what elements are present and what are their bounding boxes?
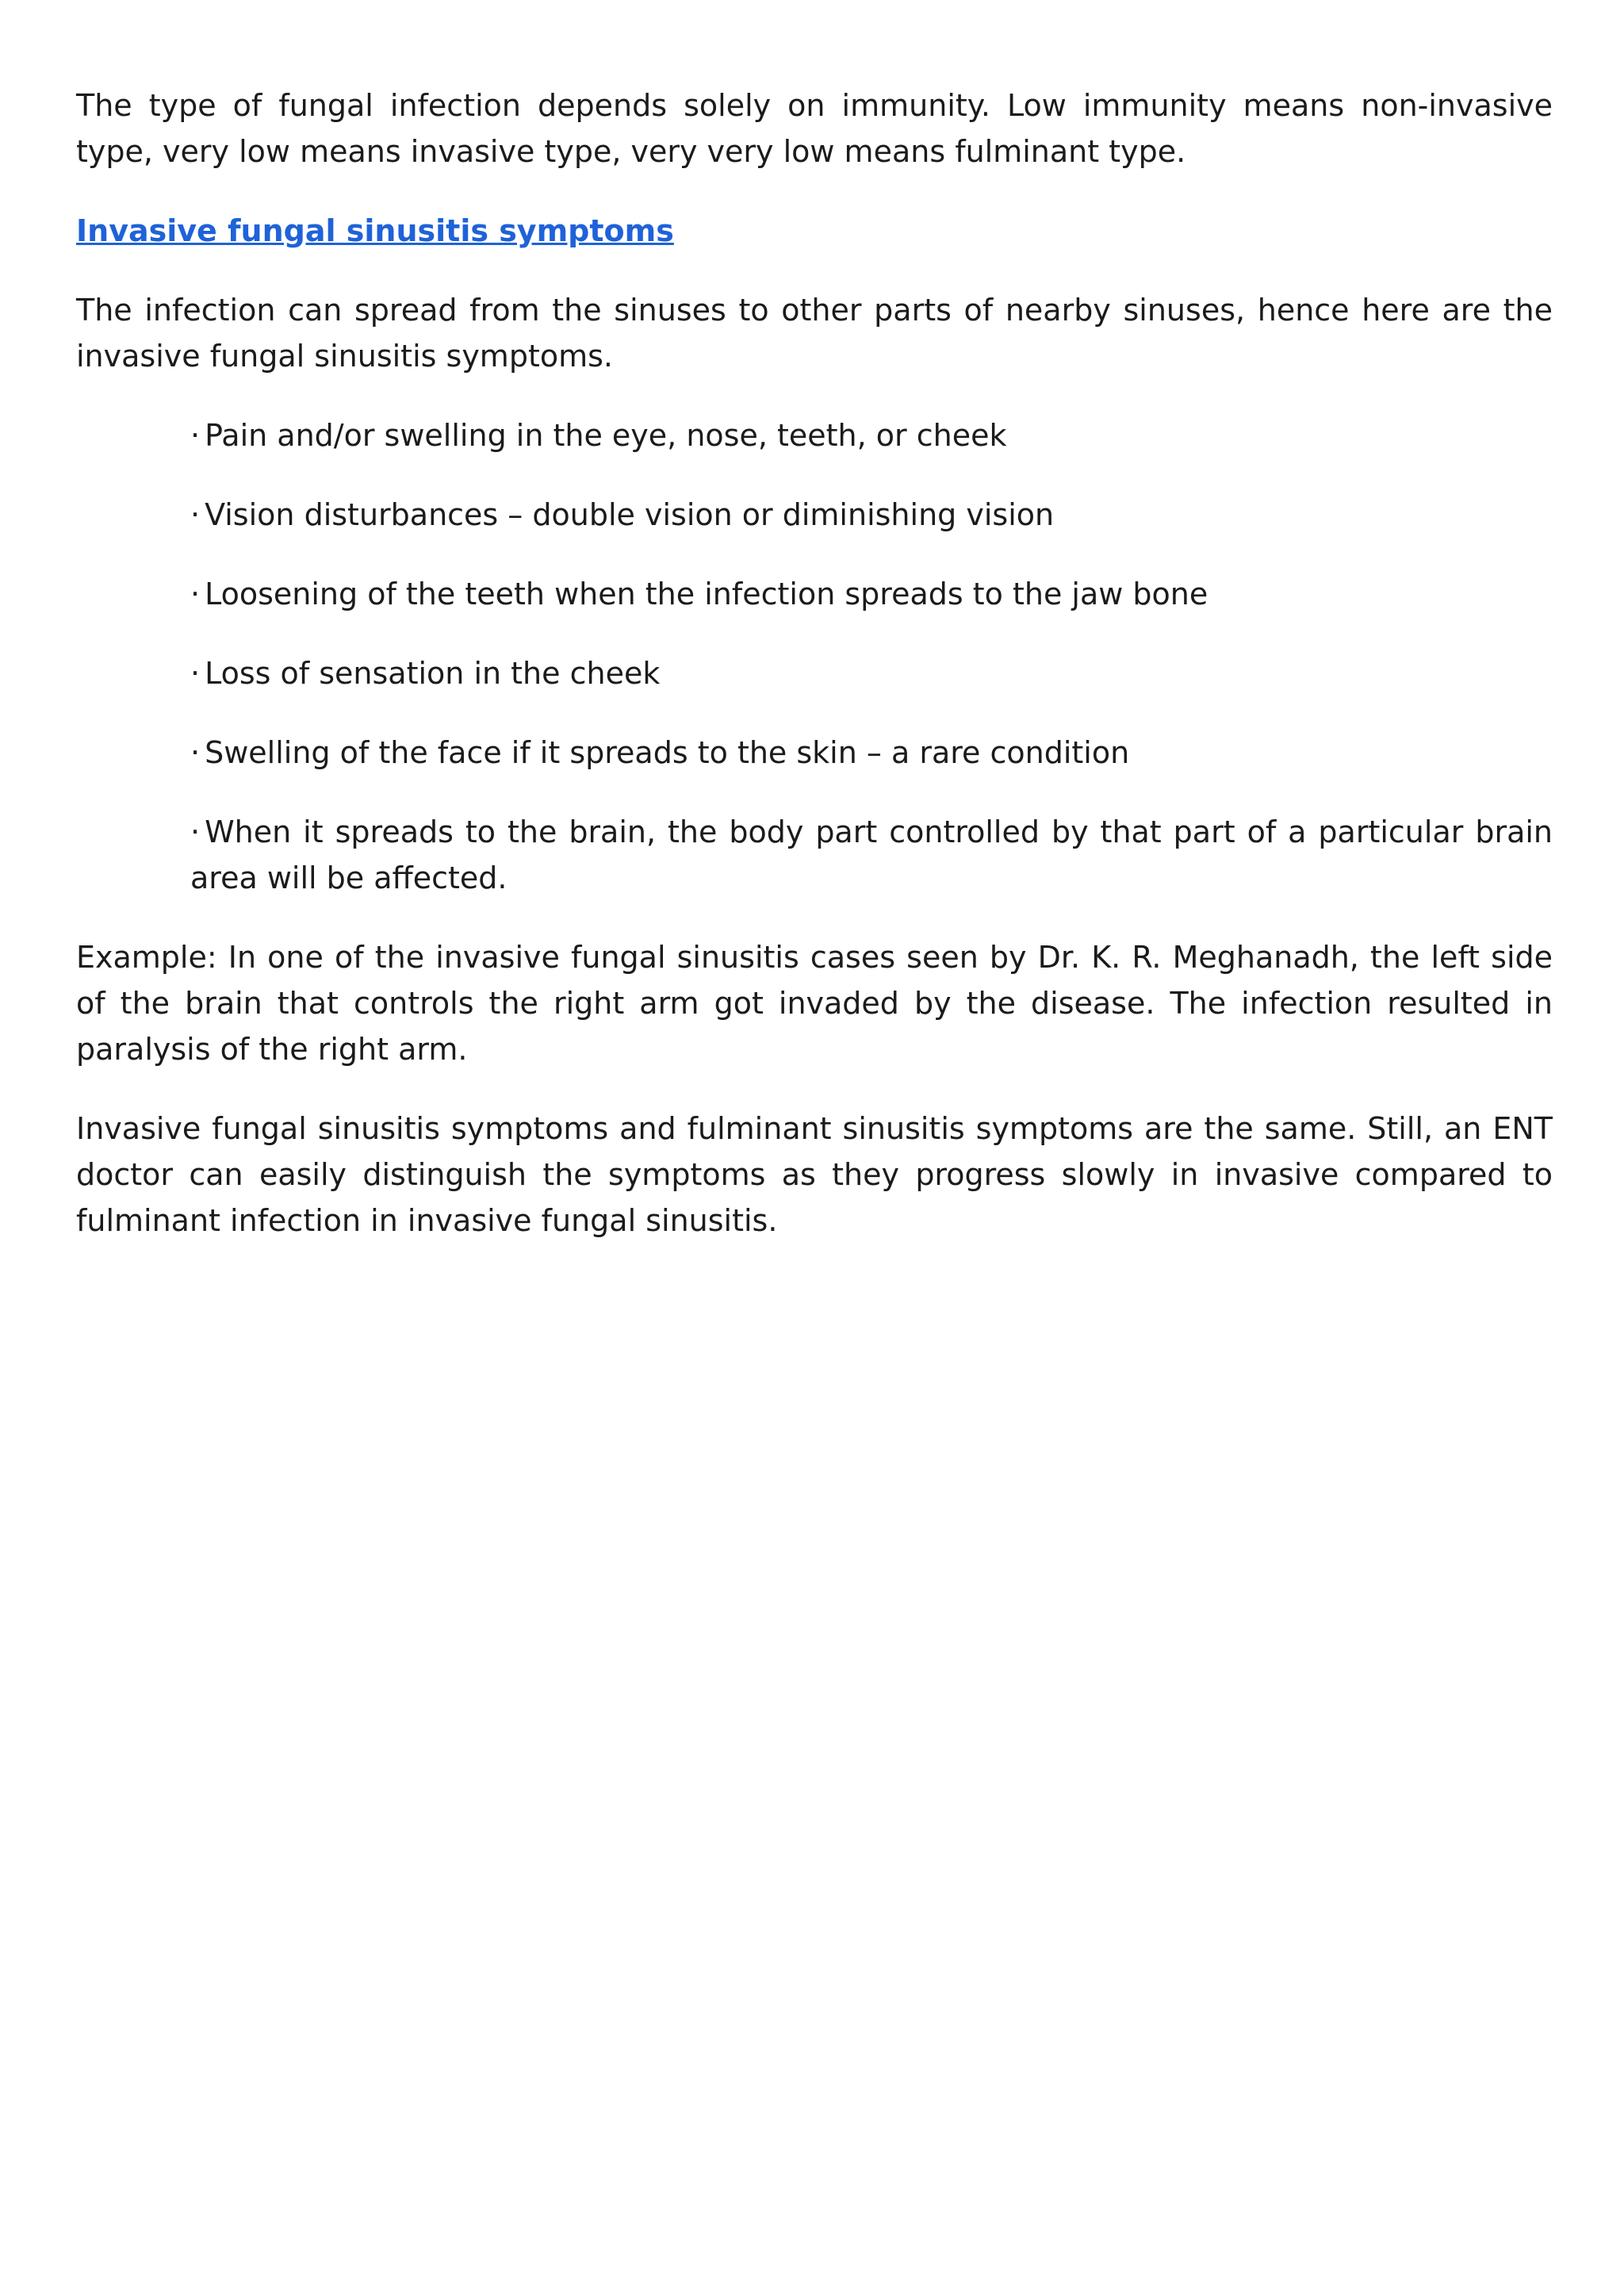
list-item bbox=[190, 650, 1553, 696]
symptoms-list bbox=[76, 412, 1553, 901]
intro-paragraph: The type of fungal infection depends solely on immunity. Low immunity means non-invasive type, very low means invasive type, very very low means fulminant type. bbox=[76, 88, 1553, 169]
example-paragraph: Example: In one of the invasive fungal sinusitis cases seen by Dr. K. R. Meghanadh, the left side of the brain that controls the right arm got invaded by the disease. The infection resulted in paralysis of the right arm. bbox=[76, 940, 1553, 1067]
list-item bbox=[190, 492, 1553, 538]
document-page bbox=[76, 82, 1553, 1277]
bullet-icon: · bbox=[190, 656, 201, 691]
section-heading-link[interactable]: Invasive fungal sinusitis symptoms bbox=[76, 213, 674, 248]
list-item bbox=[190, 571, 1553, 617]
bullet-icon: · bbox=[190, 577, 201, 611]
list-item-text: Loosening of the teeth when the infection spreads to the jaw bone bbox=[205, 577, 1208, 611]
list-item-text: Loss of sensation in the cheek bbox=[205, 656, 661, 691]
list-item-text: Vision disturbances – double vision or diminishing vision bbox=[205, 497, 1055, 532]
list-item bbox=[190, 730, 1553, 776]
bullet-icon: · bbox=[190, 418, 201, 453]
list-item-text: When it spreads to the brain, the body part controlled by that part of a particular brain area will be affected. bbox=[190, 815, 1553, 895]
spread-paragraph: The infection can spread from the sinuses to other parts of nearby sinuses, hence here are the invasive fungal sinusitis symptoms. bbox=[76, 293, 1553, 374]
bullet-icon: · bbox=[190, 815, 201, 849]
list-item-text: Pain and/or swelling in the eye, nose, teeth, or cheek bbox=[205, 418, 1007, 453]
bullet-icon: · bbox=[190, 497, 201, 532]
bullet-icon: · bbox=[190, 735, 201, 770]
list-item bbox=[190, 412, 1553, 458]
list-item-text: Swelling of the face if it spreads to the skin – a rare condition bbox=[205, 735, 1130, 770]
closing-paragraph: Invasive fungal sinusitis symptoms and fulminant sinusitis symptoms are the same. Still, an ENT doctor can easily distinguish the symptoms as they progress slowly in invasive compared to fulminant infection in invasive fungal sinusitis. bbox=[76, 1111, 1553, 1238]
list-item bbox=[190, 809, 1553, 901]
